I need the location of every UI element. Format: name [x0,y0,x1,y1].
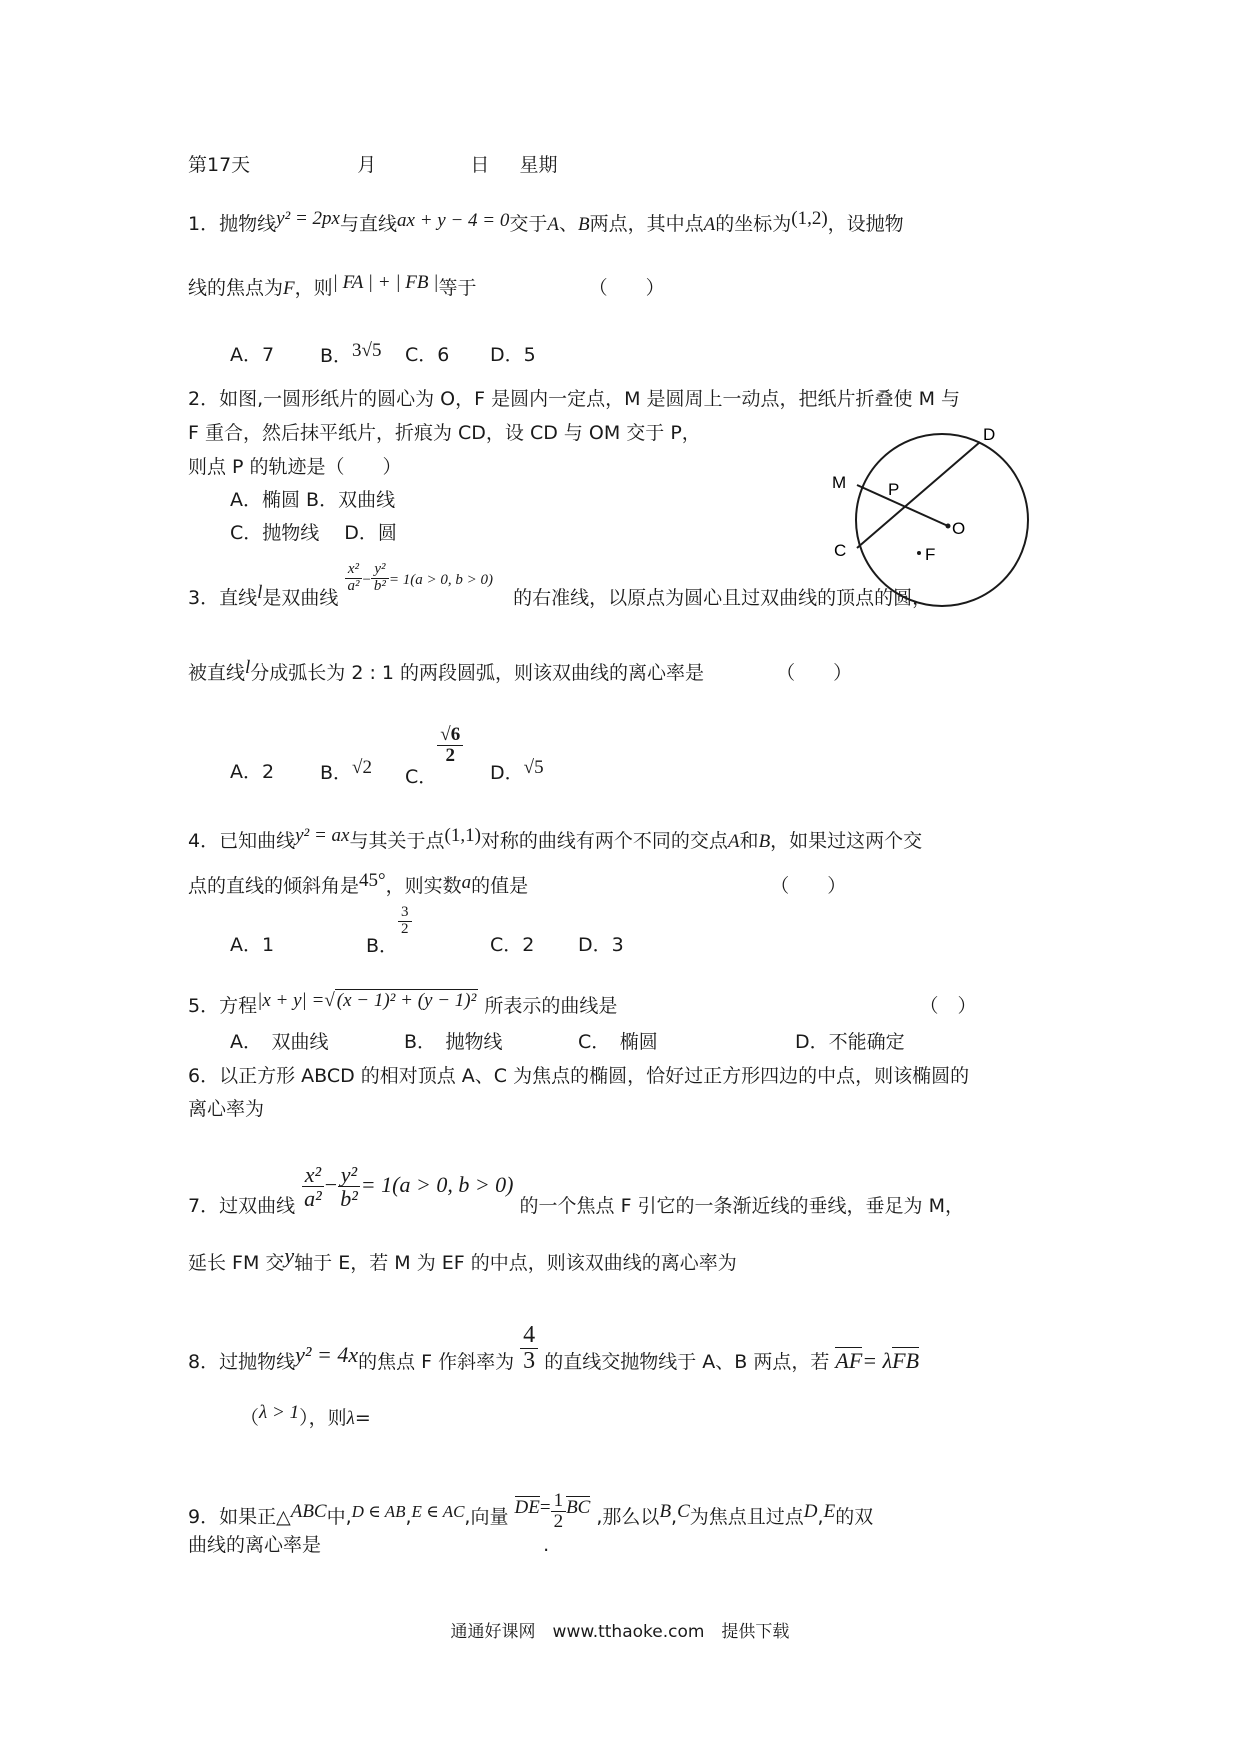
label-c: C [834,541,847,560]
question-1-option-c: C．6 [405,344,450,366]
question-5-option-c: C． 椭圆 [578,1031,658,1053]
fraction-4-3: $\frac{4}{3}$ [520,1323,538,1374]
label-p: P [888,480,900,499]
question-3-option-a: A．2 [230,761,275,783]
fraction-x2-a2: $\frac{\text{x²}}{\text{a²}}$ [301,1163,325,1210]
question-1-line-1: 1．抛物线y² = 2px与直线ax + y − 4 = 0交于A、B两点，其中点A的坐标为(1,2)，设抛物 [188,208,904,235]
fraction-1-2: $\frac{1}{2}$ [551,1491,567,1532]
label-o: O [952,519,966,538]
day-label: 第17天 [188,154,251,176]
question-2-line-1: 2．如图,一圆形纸片的圆心为 O，F 是圆内一定点，M 是圆周上一动点，把纸片折叠使 M 与 [188,388,960,410]
fraction-y2-b2: $\frac{\text{y²}}{\text{b²}}$ [371,562,389,595]
question-5-option-b: B． 抛物线 [404,1031,503,1053]
question-1-option-d: D．5 [490,344,536,366]
question-3-option-c: C． $\frac{√6}{2}$ [405,725,463,766]
answer-paren: （ ） [588,277,665,299]
label-d: D [983,425,996,444]
label-m: M [832,473,847,492]
question-2-line-3: 则点 P 的轨迹是（ ） [188,456,402,478]
segment-om [857,485,948,526]
question-6-line-2: 离心率为 [188,1098,265,1120]
question-5-line-1: 5．方程|x + y| =√ (x − 1)² + (y − 1)² 所表示的曲线是 （ ） [188,990,977,1017]
answer-paren: （ ） [776,662,853,684]
month-label: 月 [357,154,377,176]
vector-af: AF [835,1348,863,1374]
question-5-option-a: A． 双曲线 [230,1031,329,1053]
question-4-line-2: 点的直线的倾斜角是45°，则实数a的值是 （ ） [188,870,847,897]
point-f [917,551,921,555]
question-3-option-b: B．√2 [320,757,372,784]
question-7-line-2: 延长 FM 交y轴于 E，若 M 为 EF 的中点，则该双曲线的离心率为 [188,1243,737,1274]
answer-paren: （ ） [770,875,847,897]
paper-circle [856,434,1028,606]
question-4-option-a: A．1 [230,934,275,956]
vector-fb: FB [892,1348,920,1374]
label-f: F [925,545,936,564]
fraction-sqrt6-2: $\frac{√6}{2}$ [437,725,463,766]
question-5-option-d: D．不能确定 [795,1031,905,1053]
question-7-line-1: 7．过双曲线 $\frac{\text{x²}}{\text{a²}}$ − $\frac{\text{y²}}{\text{b²}}$ = 1(a > 0, b > 0) 的一个焦点 F 引它的一条渐近线的垂线，垂足为 M， [188,1162,964,1218]
question-4-line-1: 4．已知曲线y² = ax与其关于点(1,1)对称的曲线有两个不同的交点A和B，如果过这两个交 [188,825,923,852]
question-2-line-2: F 重合，然后抹平纸片，折痕为 CD，设 CD 与 OM 交于 P， [188,422,701,444]
vector-bc: BC [566,1497,591,1518]
point-o [946,524,951,529]
date-label: 日 [470,154,490,176]
question-4-option-d: D．3 [578,934,624,956]
question-8-line-1: 8．过抛物线y² = 4x的焦点 F 作斜率为 $\frac{4}{3}$ 的直线交抛物线于 A、B 两点，若 AF= λFB [188,1322,920,1375]
answer-paren: （ ） [919,995,977,1017]
question-1-option-a: A．7 [230,344,275,366]
question-3-option-d: D．√5 [490,757,544,784]
fraction-3-2: $\frac{3}{2}$ [398,905,412,938]
question-3-line-1: 3．直线l是双曲线 $\frac{\text{x²}}{\text{a²}}$ − $\frac{\text{y²}}{\text{b²}}$ = 1(a > 0, b > 0) 的右准线，以原点为圆心且过双曲线的顶点的圆， [188,561,932,609]
question-9-line-2: 曲线的离心率是 . [188,1534,550,1556]
question-6-line-1: 6．以正方形 ABCD 的相对顶点 A、C 为焦点的椭圆，恰好过正方形四边的中点，则该椭圆的 [188,1065,970,1087]
fraction-x2-a2: $\frac{\text{x²}}{\text{a²}}$ [344,562,362,595]
vector-de: DE [514,1497,540,1518]
question-8-line-2: （λ > 1），则λ= [240,1402,371,1429]
weekday-label: 星期 [519,154,558,176]
page-footer: 通通好课网 www.tthaoke.com 提供下载 [450,1622,790,1642]
fraction-y2-b2: $\frac{\text{y²}}{\text{b²}}$ [337,1163,361,1210]
question-4-option-c: C．2 [490,934,535,956]
question-9-line-1: 9．如果正△ABC中,D ∈ AB,E ∈ AC,向量 DE= $\frac{1}{2}$ BC ,那么以B,C为焦点且过点D,E的双 [188,1490,874,1532]
question-2-options-cd: C．抛物线 D．圆 [230,522,397,544]
question-2-options-ab: A．椭圆 B．双曲线 [230,489,396,511]
question-1-line-2: 线的焦点为F，则| FA | + | FB |等于 （ ） [188,272,665,299]
question-1-option-b: B．3√5 [320,340,382,367]
page-header [188,150,558,177]
question-4-option-b: B． $\frac{3}{2}$ [366,905,412,938]
question-3-line-2: 被直线l分成弧长为 2 : 1 的两段圆弧，则该双曲线的离心率是 （ ） [188,657,853,684]
